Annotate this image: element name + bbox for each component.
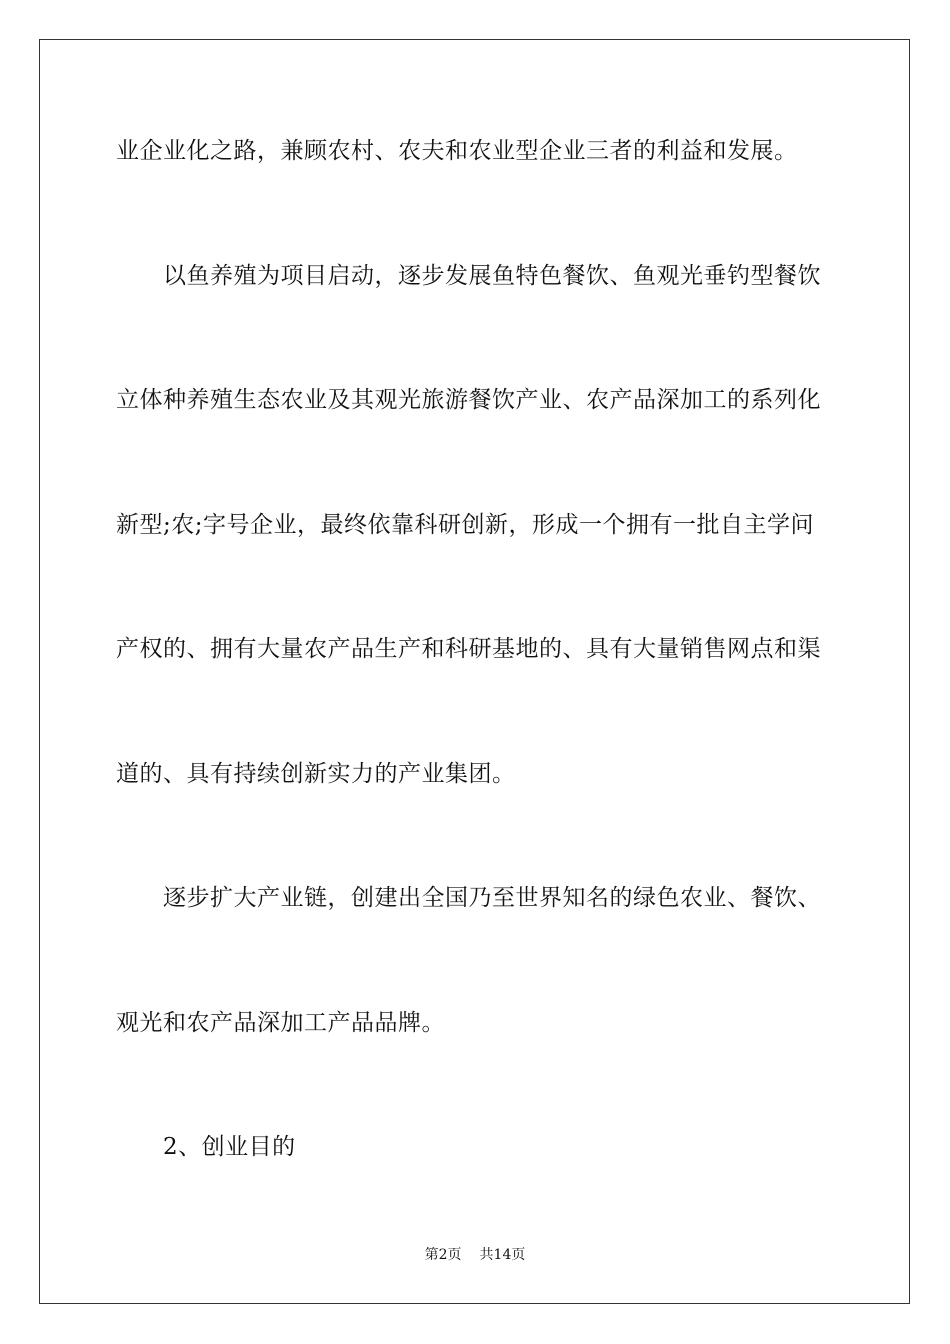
body-line-7: 逐步扩大产业链，创建出全国乃至世界知名的绿色农业、餐饮、 <box>163 885 821 911</box>
page-border <box>39 39 910 1304</box>
page-footer <box>0 1246 950 1264</box>
section-heading: 2、创业目的 <box>163 1134 296 1160</box>
body-line-6: 道的、具有持续创新实力的产业集团。 <box>116 761 516 787</box>
body-line-1: 业企业化之路，兼顾农村、农夫和农业型企业三者的利益和发展。 <box>116 138 798 164</box>
body-line-8: 观光和农产品深加工产品品牌。 <box>116 1010 445 1036</box>
body-line-2: 以鱼养殖为项目启动，逐步发展鱼特色餐饮、鱼观光垂钓型餐饮 <box>163 263 821 289</box>
body-line-3: 立体种养殖生态农业及其观光旅游餐饮产业、农产品深加工的系列化 <box>116 387 821 413</box>
page-number-current: 第2页 <box>424 1247 462 1263</box>
page-number-total: 共14页 <box>479 1247 526 1263</box>
body-line-5: 产权的、拥有大量农产品生产和科研基地的、具有大量销售网点和渠 <box>116 636 821 662</box>
body-line-4: 新型;农;字号企业，最终依靠科研创新，形成一个拥有一批自主学问 <box>116 512 814 538</box>
